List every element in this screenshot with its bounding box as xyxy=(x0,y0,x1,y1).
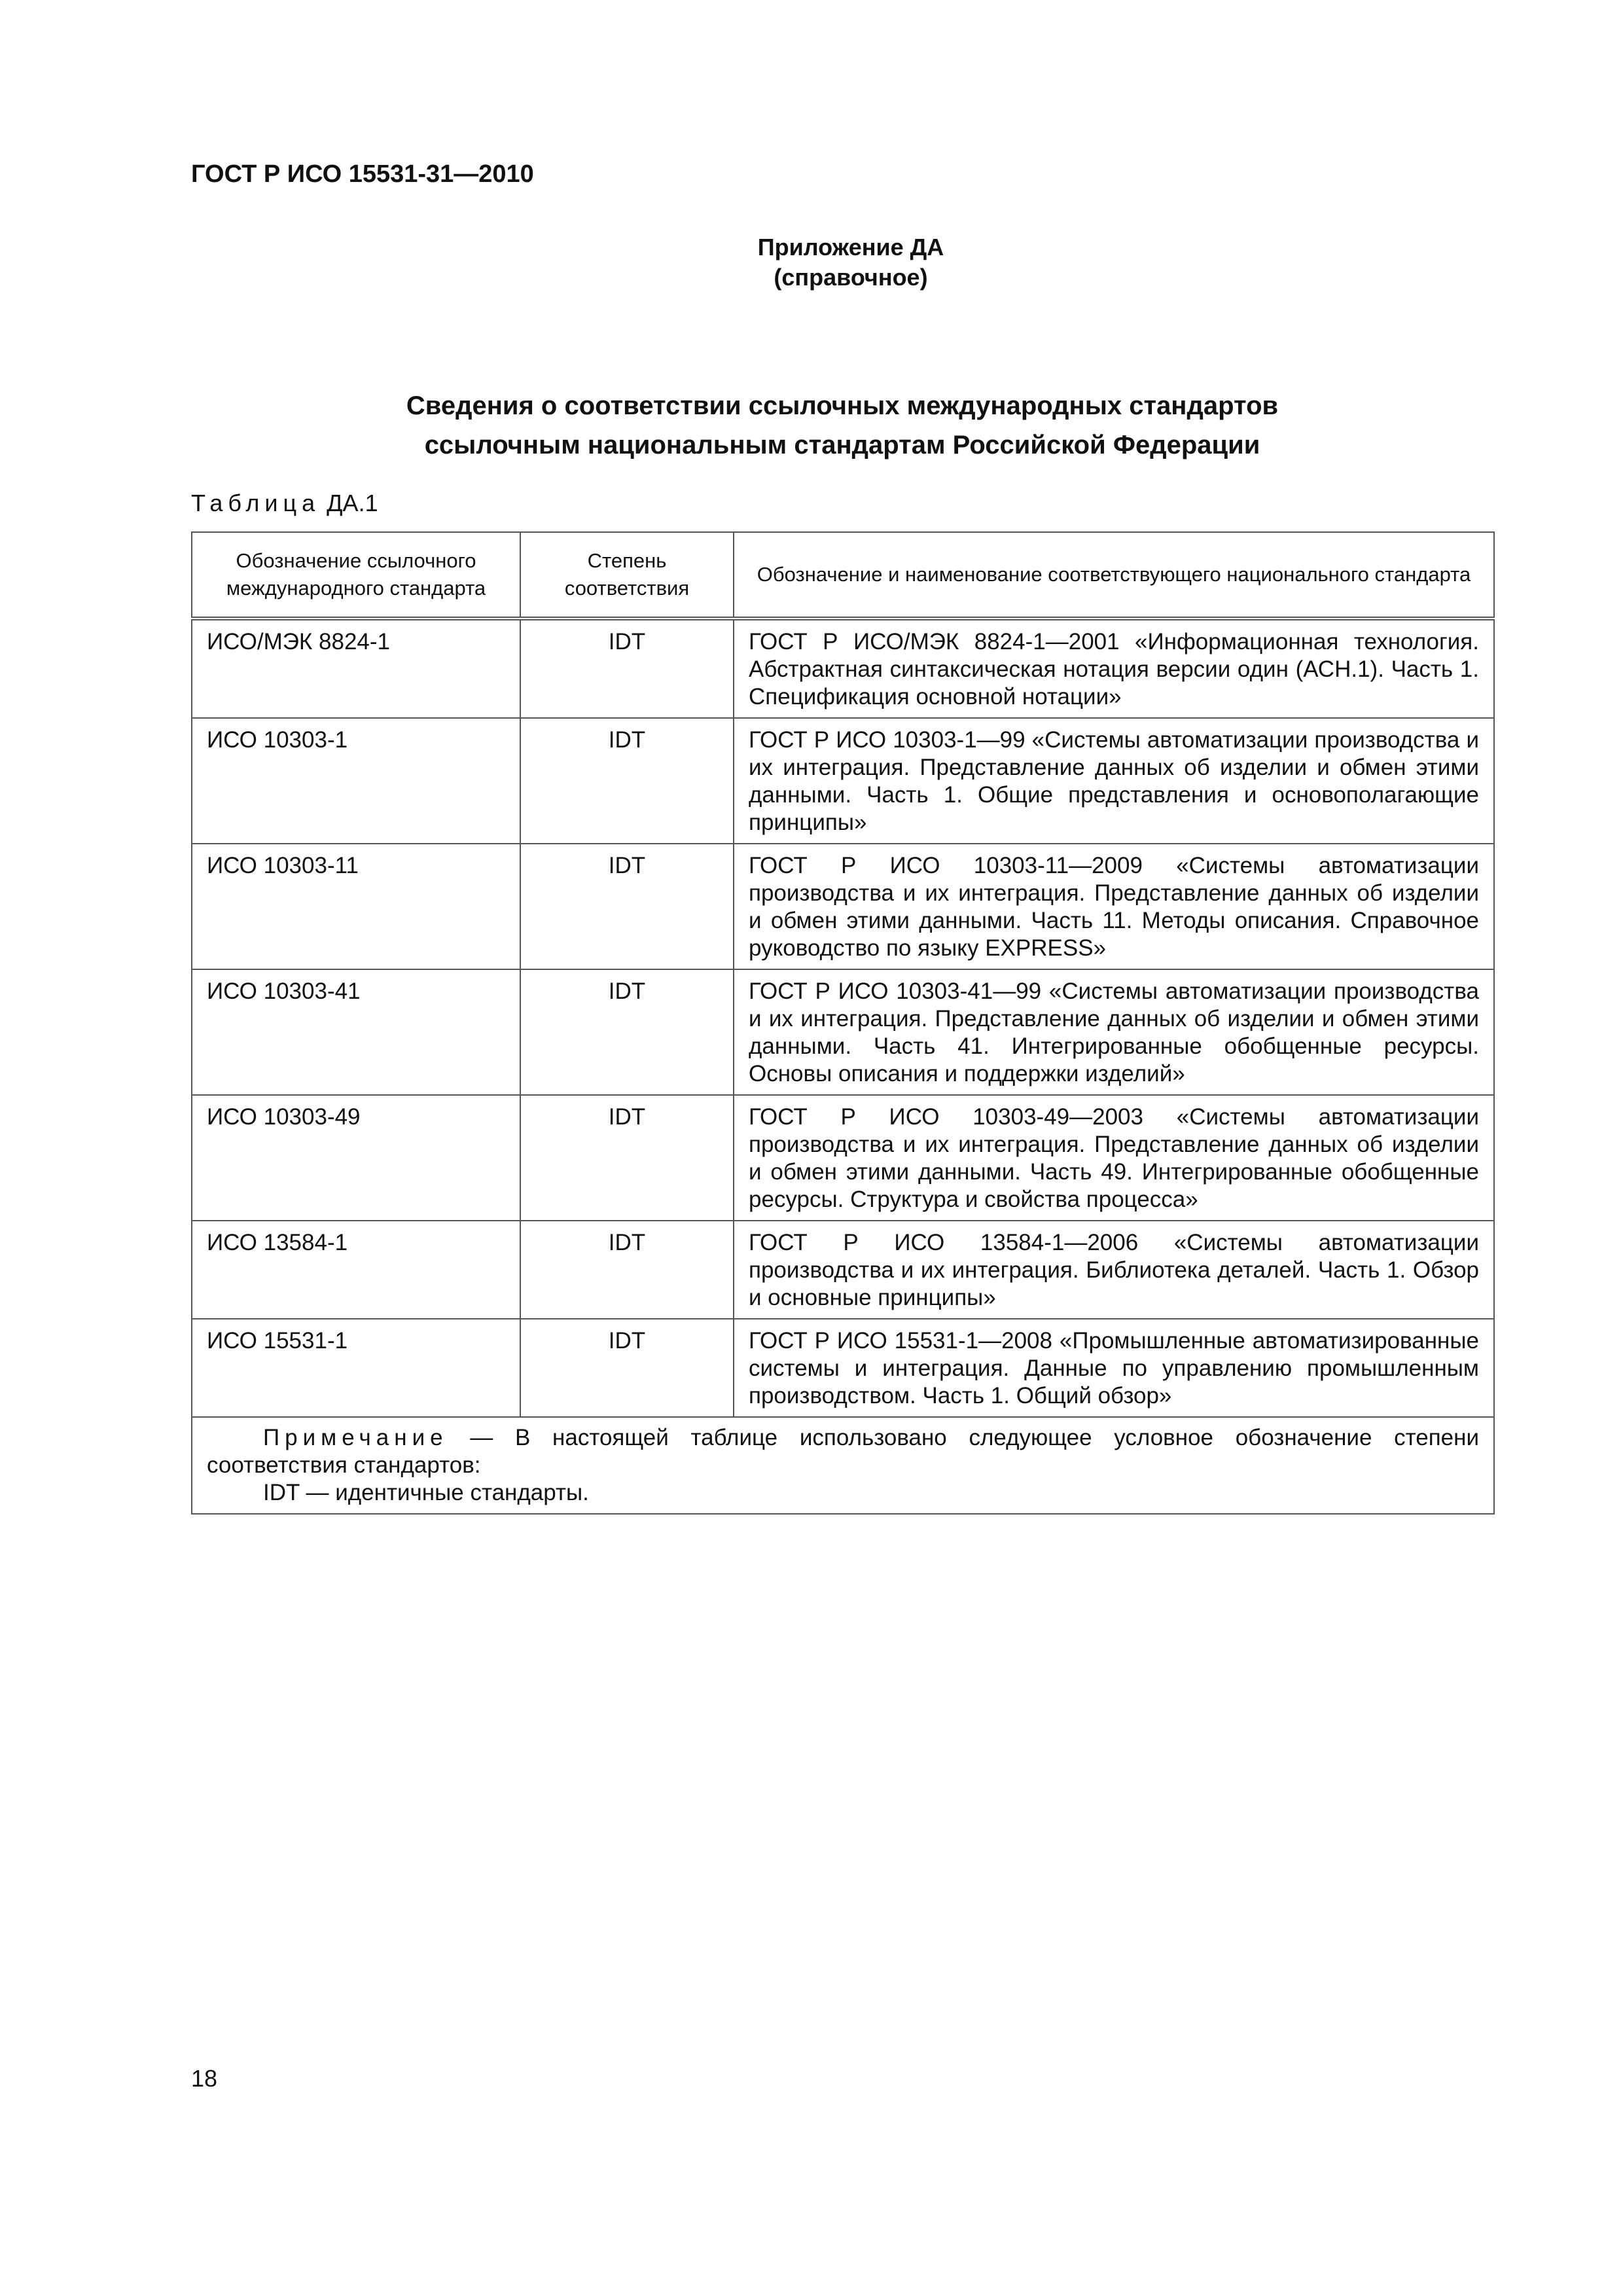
section-title xyxy=(191,386,1493,465)
cell-national-standard: ГОСТ Р ИСО 13584-1—2006 «Системы автоматизации производства и их интеграция. Библиотека деталей. Часть 1. Обзор и основные принципы» xyxy=(734,1221,1494,1319)
cell-degree: IDT xyxy=(520,969,734,1095)
correspondence-table xyxy=(191,531,1495,1515)
page-number: 18 xyxy=(191,2065,218,2092)
appendix-heading xyxy=(654,232,1047,293)
table-row xyxy=(192,718,1494,844)
table-note xyxy=(192,1417,1494,1514)
cell-degree: IDT xyxy=(520,844,734,969)
document-code: ГОСТ Р ИСО 15531-31—2010 xyxy=(191,160,534,188)
cell-national-standard: ГОСТ Р ИСО 10303-11—2009 «Системы автоматизации производства и их интеграция. Представление данных об изделии и обмен этими данными. Часть 11. Методы описания. Справочное руководство по языку EXPRESS» xyxy=(734,844,1494,969)
cell-degree: IDT xyxy=(520,1221,734,1319)
cell-degree: IDT xyxy=(520,619,734,718)
cell-international-standard: ИСО 10303-41 xyxy=(192,969,520,1095)
header-international-standard: Обозначение ссылочного международного стандарта xyxy=(192,532,520,619)
cell-degree: IDT xyxy=(520,1319,734,1417)
table-caption-prefix: Таблица xyxy=(191,490,321,516)
table-row xyxy=(192,1221,1494,1319)
cell-degree: IDT xyxy=(520,1095,734,1221)
table-row xyxy=(192,1319,1494,1417)
table-caption xyxy=(191,490,378,517)
appendix-type: (справочное) xyxy=(774,264,928,291)
header-degree: Степень соответствия xyxy=(520,532,734,619)
cell-international-standard: ИСО 10303-1 xyxy=(192,718,520,844)
section-title-line-1: Сведения о соответствии ссылочных международных стандартов xyxy=(406,391,1279,420)
cell-national-standard: ГОСТ Р ИСО 10303-49—2003 «Системы автоматизации производства и их интеграция. Представление данных об изделии и обмен этими данными. Часть 49. Интегрированные обобщенные ресурсы. Структура и свойства процесса» xyxy=(734,1095,1494,1221)
cell-national-standard: ГОСТ Р ИСО/МЭК 8824-1—2001 «Информационная технология. Абстрактная синтаксическая нотация версии один (АСН.1). Часть 1. Спецификация основной нотации» xyxy=(734,619,1494,718)
note-definition: IDT — идентичные стандарты. xyxy=(263,1480,589,1505)
cell-international-standard: ИСО 10303-49 xyxy=(192,1095,520,1221)
cell-international-standard: ИСО/МЭК 8824-1 xyxy=(192,619,520,718)
table-row xyxy=(192,1095,1494,1221)
cell-international-standard: ИСО 13584-1 xyxy=(192,1221,520,1319)
table-note-row xyxy=(192,1417,1494,1514)
table-caption-number: ДА.1 xyxy=(327,490,378,516)
cell-international-standard: ИСО 15531-1 xyxy=(192,1319,520,1417)
cell-national-standard: ГОСТ Р ИСО 10303-1—99 «Системы автоматизации производства и их интеграция. Представление данных об изделии и обмен этими данными. Часть 1. Общие представления и основополагающие принципы» xyxy=(734,718,1494,844)
cell-international-standard: ИСО 10303-11 xyxy=(192,844,520,969)
section-title-line-2: ссылочным национальным стандартам Российской Федерации xyxy=(424,431,1260,459)
table-row xyxy=(192,969,1494,1095)
cell-national-standard: ГОСТ Р ИСО 10303-41—99 «Системы автоматизации производства и их интеграция. Представление данных об изделии и обмен этими данными. Часть 41. Интегрированные обобщенные ресурсы. Основы описания и поддержки изделий» xyxy=(734,969,1494,1095)
cell-degree: IDT xyxy=(520,718,734,844)
note-label: Примечание xyxy=(263,1425,448,1450)
note-body: — В настоящей таблице использовано следующее условное обозначение степени соответствия стандартов: xyxy=(207,1425,1479,1478)
table-row xyxy=(192,619,1494,718)
note-text xyxy=(207,1424,1479,1479)
appendix-name: Приложение ДА xyxy=(757,234,944,260)
table-row xyxy=(192,844,1494,969)
header-national-standard: Обозначение и наименование соответствующего национального стандарта xyxy=(734,532,1494,619)
cell-national-standard: ГОСТ Р ИСО 15531-1—2008 «Промышленные автоматизированные системы и интеграция. Данные по управлению промышленным производством. Часть 1. Общий обзор» xyxy=(734,1319,1494,1417)
table-header-row xyxy=(192,532,1494,619)
